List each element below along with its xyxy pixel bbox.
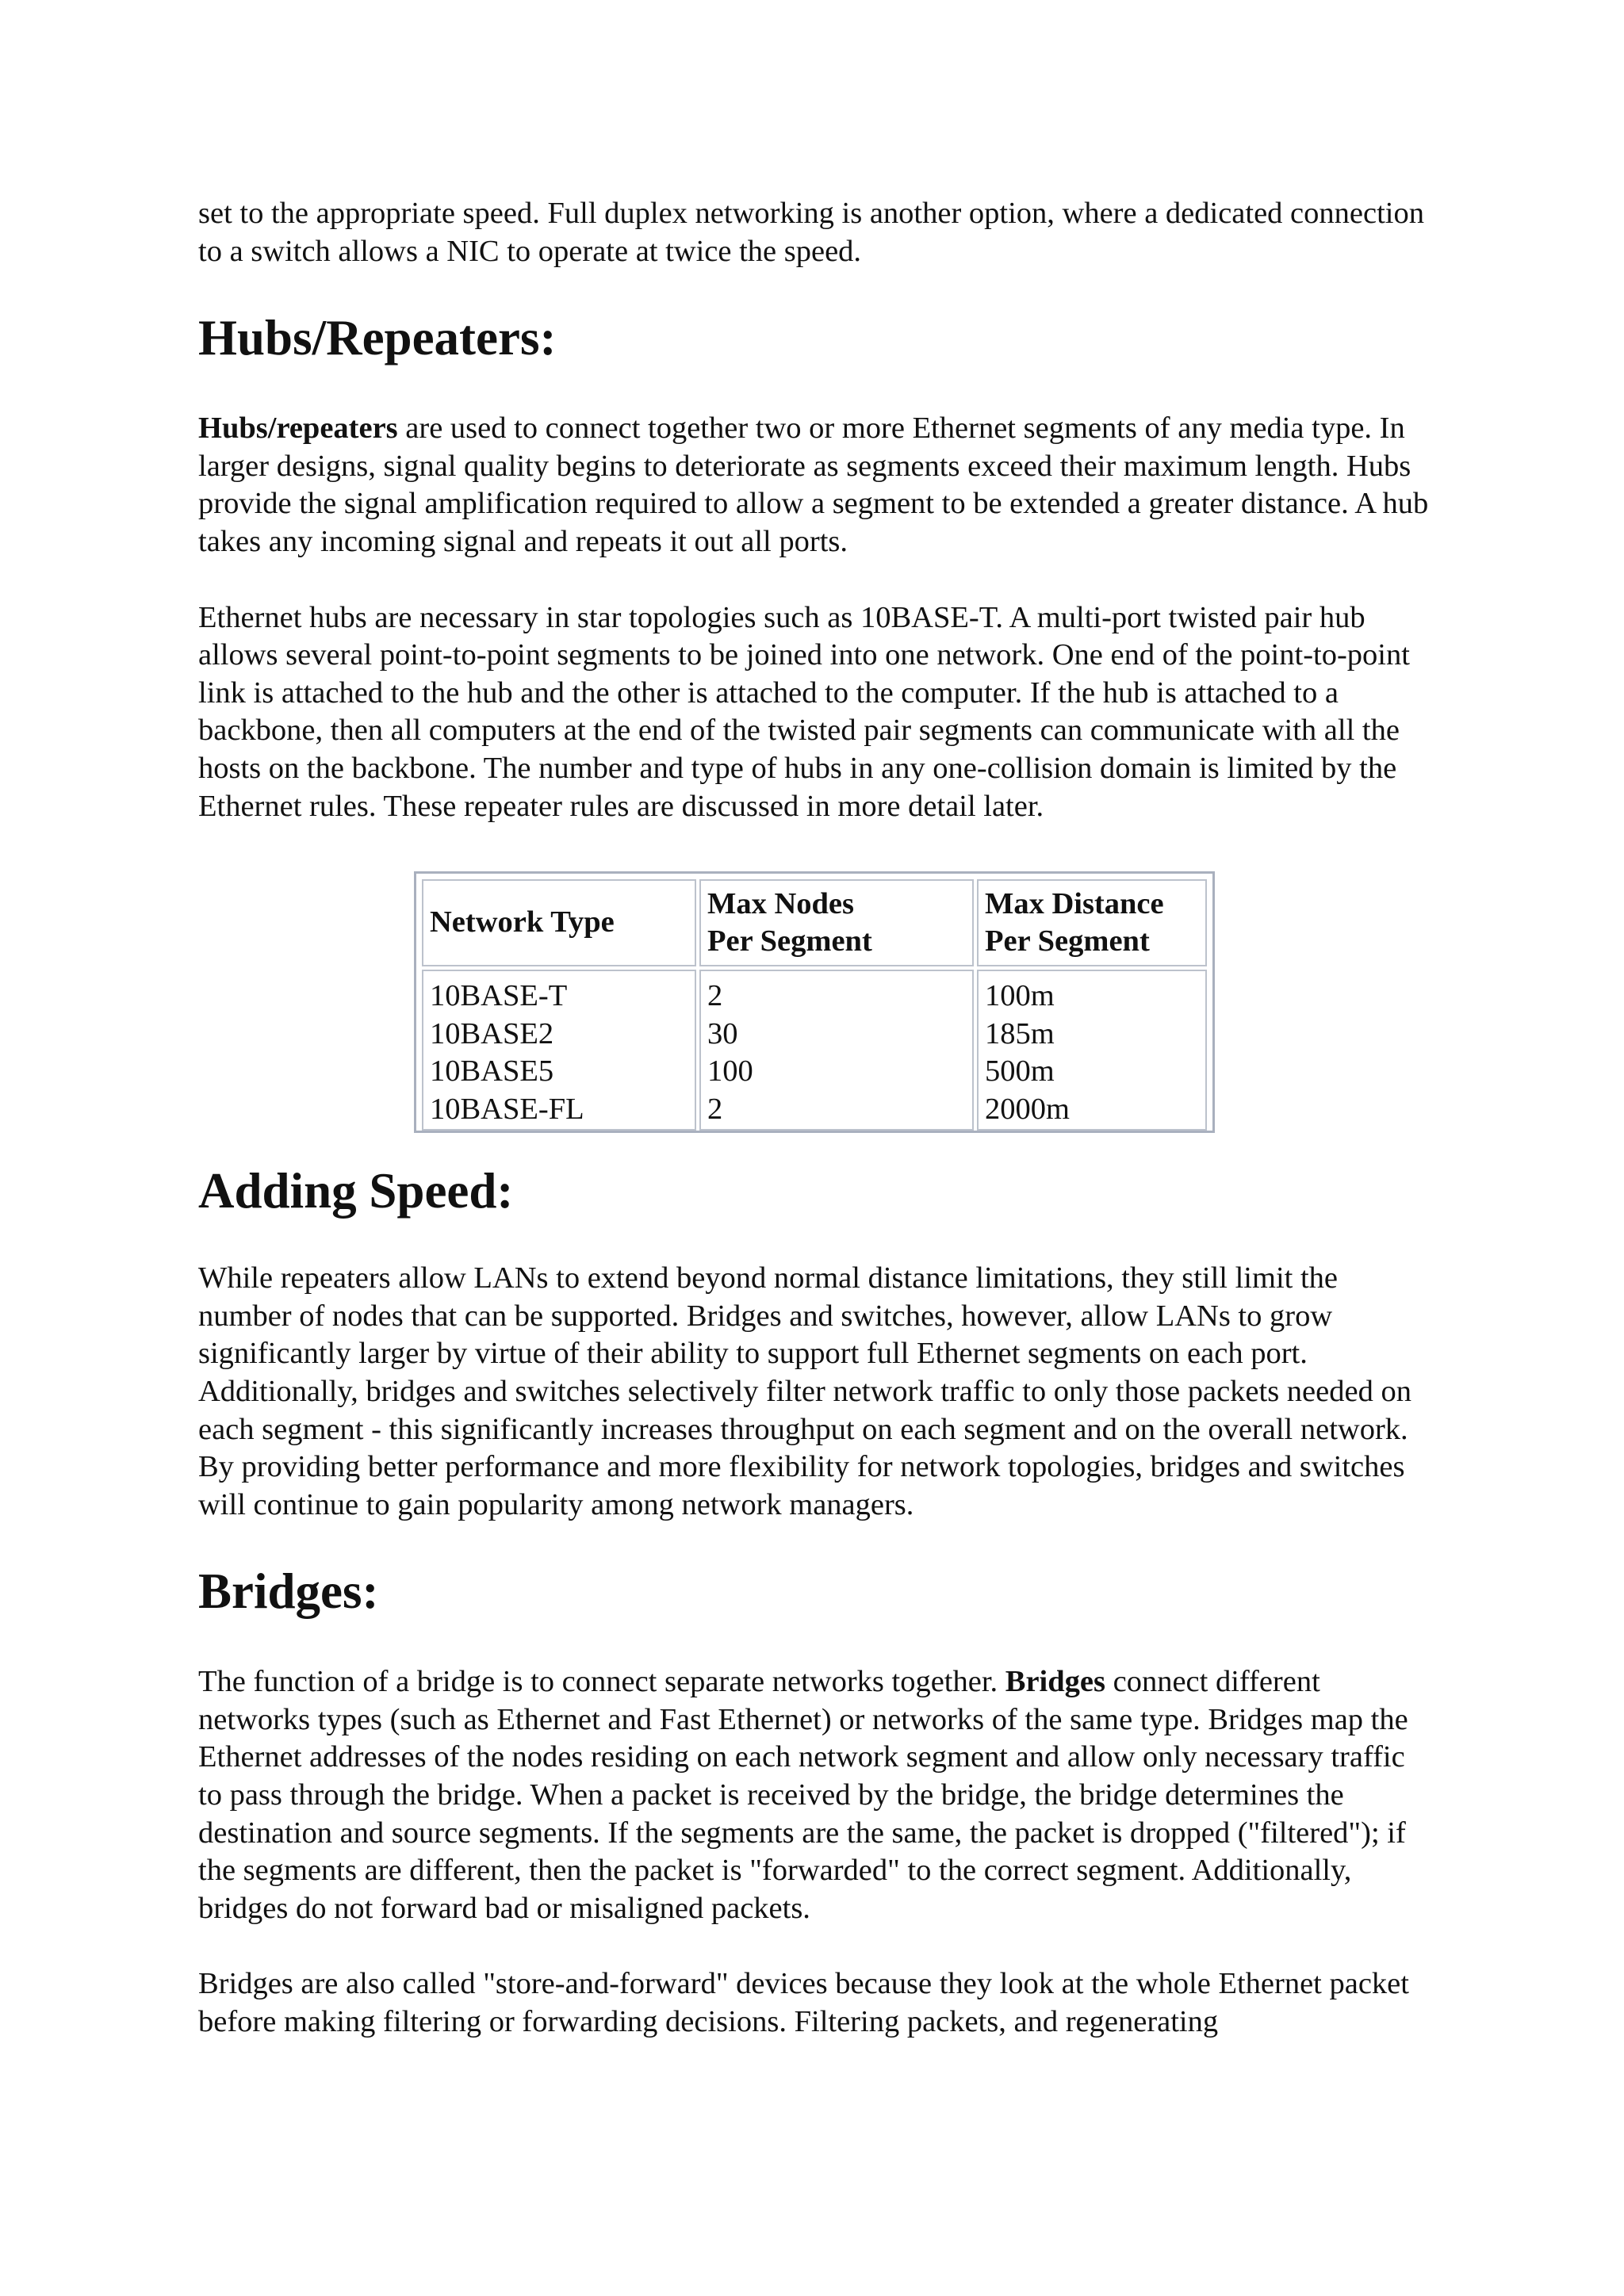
table-cell: 30 (707, 1016, 738, 1050)
table-cell: 2000m (985, 1092, 1070, 1126)
hubs-repeaters-heading: Hubs/Repeaters: (198, 310, 557, 366)
intro-paragraph: set to the appropriate speed. Full duplex networking is another option, where a dedicated connection to a switch allows a NIC to operate at twice the speed. (198, 197, 1424, 268)
max-nodes-cell (699, 970, 974, 1130)
network-table (419, 876, 1210, 1133)
table-cell: 10BASE2 (430, 1016, 554, 1050)
table-cell: 500m (985, 1054, 1055, 1089)
header-line: Max Nodes (707, 886, 854, 920)
header-network-type (422, 879, 696, 966)
hubs-bold-term: Hubs/repeaters (198, 411, 398, 446)
bridges-bold-term: Bridges (1005, 1665, 1105, 1699)
bridges-paragraph-1-start: The function of a bridge is to connect separate networks together. (198, 1665, 1005, 1699)
max-distance-cell (977, 970, 1207, 1130)
header-max-nodes (699, 879, 974, 966)
table-cell: 10BASE5 (430, 1054, 554, 1089)
table-cell: 2 (707, 979, 723, 1013)
network-type-table (414, 871, 1215, 1133)
table-cell: 10BASE-FL (430, 1092, 584, 1126)
table-cell: 100m (985, 979, 1055, 1013)
table-cell: 100 (707, 1054, 753, 1089)
table-body-row (422, 970, 1207, 1130)
table-cell: 10BASE-T (430, 979, 568, 1013)
header-line: Network Type (430, 905, 615, 939)
hubs-paragraph-1 (198, 410, 1435, 561)
bridges-paragraph-1 (198, 1663, 1435, 1927)
adding-speed-paragraph: While repeaters allow LANs to extend beyond normal distance limitations, they still limit the number of nodes that can be supported. Bridges and switches, however, allow LANs to grow significantly larger by virtue of their ability to support full Ethernet segments on each port. Additionally, bridges and switches selectively filter network traffic to only those packets needed on each segment - this significantly increases throughput on each segment and on the overall network. By providing better performance and more flexibility for network topologies, bridges and switches will continue to gain popularity among network managers. (198, 1261, 1411, 1521)
bridges-heading: Bridges: (198, 1563, 379, 1620)
adding-speed-heading: Adding Speed: (198, 1163, 514, 1219)
header-max-distance (977, 879, 1207, 966)
bridges-paragraph-2: Bridges are also called "store-and-forward" devices because they look at the whole Ethernet packet before making filtering or forwarding decisions. Filtering packets, and regenerating (198, 1967, 1409, 2039)
document-page (198, 195, 1435, 2042)
hubs-paragraph-2: Ethernet hubs are necessary in star topologies such as 10BASE-T. A multi-port twisted pair hub allows several point-to-point segments to be joined into one network. One end of the point-to-point link is attached to the hub and the other is attached to the computer. If the hub is attached to a backbone, then all computers at the end of the twisted pair segments can communicate with all the hosts on the backbone. The number and type of hubs in any one-collision domain is limited by the Ethernet rules. These repeater rules are discussed in more detail later. (198, 600, 1410, 823)
header-line: Max Distance (985, 886, 1164, 920)
table-header-row (422, 879, 1207, 966)
hubs-paragraph-1-text: are used to connect together two or more Ethernet segments of any media type. In larger designs, signal quality begins to deteriorate as segments exceed their maximum length. Hubs provide the signal amplification required to allow a segment to be extended a greater distance. A hub takes any incoming signal and repeats it out all ports. (198, 411, 1429, 558)
bridges-paragraph-1-text: connect different networks types (such as Ethernet and Fast Ethernet) or networks of the same type. Bridges map the Ethernet addresses of the nodes residing on each network segment and allow only necessary traffic to pass through the bridge. When a packet is received by the bridge, the bridge determines the destination and source segments. If the segments are the same, the packet is dropped ("filtered"); if the segments are different, then the packet is "forwarded" to the correct segment. Additionally, bridges do not forward bad or misaligned packets. (198, 1665, 1408, 1925)
table-cell: 2 (707, 1092, 723, 1126)
table-cell: 185m (985, 1016, 1055, 1050)
header-line: Per Segment (707, 924, 872, 959)
network-type-cell (422, 970, 696, 1130)
header-line: Per Segment (985, 924, 1150, 959)
